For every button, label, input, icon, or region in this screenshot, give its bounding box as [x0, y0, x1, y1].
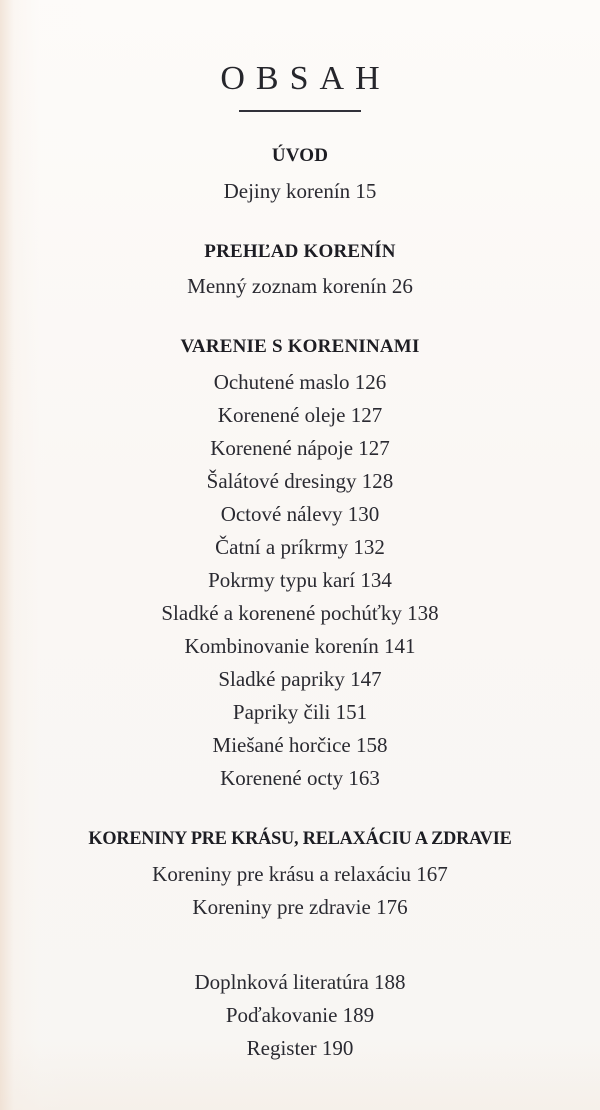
page-title: OBSAH [220, 60, 391, 97]
toc-section [0, 826, 600, 924]
toc-entry[interactable]: Register 190 [246, 1035, 354, 1060]
toc-section-heading: ÚVOD [271, 145, 329, 166]
toc-entry[interactable]: Korenené nápoje 127 [210, 435, 390, 460]
toc-entry[interactable]: Ochutené maslo 126 [213, 369, 387, 394]
toc-entry[interactable]: Kombinovanie korenín 141 [184, 633, 416, 658]
toc-section [0, 239, 600, 304]
toc-entry[interactable]: Koreniny pre krásu a relaxáciu 167 [152, 861, 448, 886]
toc-entry[interactable]: Papriky čili 151 [232, 699, 368, 724]
toc-entry[interactable]: Korenené oleje 127 [217, 402, 383, 427]
toc-section-heading: VARENIE S KORENINAMI [180, 336, 420, 358]
toc-entry[interactable]: Poďakovanie 189 [225, 1002, 375, 1027]
toc-entry[interactable]: Korenené octy 163 [220, 765, 380, 790]
toc-section [0, 334, 600, 795]
toc-entry[interactable]: Menný zoznam korenín 26 [187, 274, 413, 299]
toc-entry[interactable]: Dejiny korenín 15 [223, 178, 377, 203]
toc-entry[interactable]: Octové nálevy 130 [220, 501, 380, 526]
toc-entry[interactable]: Šalátové dresingy 128 [206, 468, 394, 493]
title-divider [239, 110, 361, 112]
toc-entry[interactable]: Sladké a korenené pochúťky 138 [161, 600, 439, 625]
toc-entry[interactable]: Miešané horčice 158 [212, 732, 388, 757]
toc-entry[interactable]: Sladké papriky 147 [218, 666, 382, 691]
toc-section-backmatter [0, 966, 600, 1065]
toc-entry[interactable]: Doplnková literatúra 188 [194, 969, 406, 994]
toc-section [0, 143, 600, 208]
toc-entry[interactable]: Koreniny pre zdravie 176 [192, 894, 408, 919]
toc-entry[interactable]: Pokrmy typu karí 134 [208, 567, 392, 592]
toc-entry[interactable]: Čatní a príkrmy 132 [215, 534, 385, 559]
toc-section-heading: PREHĽAD KORENÍN [204, 240, 396, 262]
toc-section-heading: KORENINY PRE KRÁSU, RELAXÁCIU A ZDRAVIE [88, 827, 512, 849]
